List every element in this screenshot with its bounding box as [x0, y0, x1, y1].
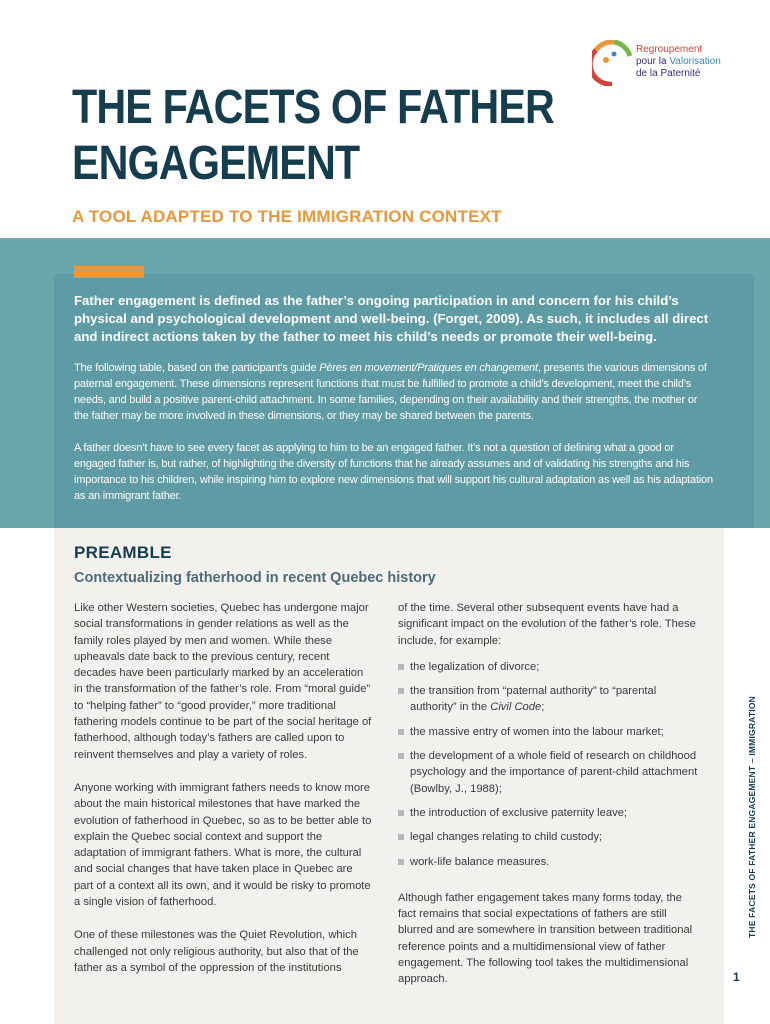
organization-logo	[592, 40, 722, 88]
running-footer-label: THE FACETS OF FATHER ENGAGEMENT – IMMIGRATION	[747, 696, 757, 938]
preamble-subheading: Contextualizing fatherhood in recent Quebec history	[74, 570, 436, 586]
list-item: the introduction of exclusive paternity leave;	[398, 805, 698, 821]
page-subtitle: A TOOL ADAPTED TO THE IMMIGRATION CONTEXT	[72, 207, 502, 226]
list-item: the massive entry of women into the labour market;	[398, 724, 698, 740]
list-item: legal changes relating to child custody;	[398, 829, 698, 845]
list-item: the transition from “paternal authority” to “parental authority” in the Civil Code;	[398, 683, 698, 716]
accent-bar	[74, 266, 144, 278]
preamble-heading: PREAMBLE	[74, 543, 172, 562]
intro-lead: Father engagement is defined as the father’s ongoing participation in and concern for his child’s physical and psychological development and well-being. (Forget, 2009). As such, it includes all direct and indirect actions taken by the father to meet his child’s needs or promote their well-being.	[74, 293, 709, 344]
events-list	[398, 659, 698, 870]
logo-line-2: pour la Valorisation	[636, 56, 721, 67]
page-number: 1	[733, 970, 740, 984]
logo-mark-icon	[592, 40, 632, 86]
list-item: the development of a whole field of research on childhood psychology and the importance of parent-child attachment (Bowlby, J., 1988);	[398, 748, 698, 797]
intro-paragraph-1: The following table, based on the participant’s guide Pères en movement/Pratiques en changement, presents the various dimensions of paternal engagement. These dimensions represent functions that must be fulfilled to promote a child’s development, meet the child’s needs, and build a positive parent-child attachment. In some families, depending on their availability and their strengths, the mother or the father may be more involved in these dimensions, or they may be shared between the parents.	[74, 362, 707, 422]
logo-wordmark	[636, 44, 721, 80]
intro-paragraph-2: A father doesn’t have to see every facet as applying to him to be an engaged father. It’s not a question of defining what a good or engaged father is, but rather, of highlighting the diversity of functions that he already assumes and of validating his strengths and his importance to his children, while inspiring him to explore new dimensions that will support his cultural adaptation as well as his adaptation as an immigrant father.	[74, 442, 713, 502]
preamble-paragraph-2: Anyone working with immigrant fathers needs to know more about the main historical milestones that have marked the evolution of fatherhood in Quebec, so as to be better able to explain the Quebec social context and support the adaptation of immigrant fathers. What is more, the cultural and social changes that have taken place in Quebec are part of a context all its own, and it would be risky to promote a single vision of fatherhood.	[74, 781, 372, 909]
logo-line-1: Regroupement	[636, 44, 703, 55]
preamble-column-left	[74, 600, 374, 976]
list-item: the legalization of divorce;	[398, 659, 698, 675]
preamble-paragraph-3: One of these milestones was the Quiet Revolution, which challenged not only religious authority, but also that of the father as a symbol of the oppression of the institutions	[74, 929, 359, 974]
list-item: work-life balance measures.	[398, 854, 698, 870]
page-title: THE FACETS OF FATHER ENGAGEMENT	[72, 81, 554, 190]
preamble-column-right	[398, 600, 698, 988]
preamble-conclusion: Although father engagement takes many forms today, the fact remains that social expectations of fathers are still blurred and are somewhere in transition between traditional reference points and a multidimensional view of father engagement. The following tool takes the multidimensional approach.	[398, 891, 693, 986]
preamble-paragraph-1: Like other Western societies, Quebec has undergone major social transformations in gender relations as well as the family roles played by men and women. While these upheavals date back to the previous century, recent decades have been particularly marked by an acceleration in the transformation of the father’s role. From “moral guide” to “helping father” to “good provider,” more traditional fathering models continue to be part of the social heritage of fatherhood, although today’s fathers are called upon to reinvent themselves and play a variety of roles.	[74, 602, 372, 761]
logo-line-3: de la Paternité	[636, 68, 701, 79]
preamble-events-intro: of the time. Several other subsequent events have had a significant impact on the evolution of the father’s role. These include, for example:	[398, 602, 696, 647]
